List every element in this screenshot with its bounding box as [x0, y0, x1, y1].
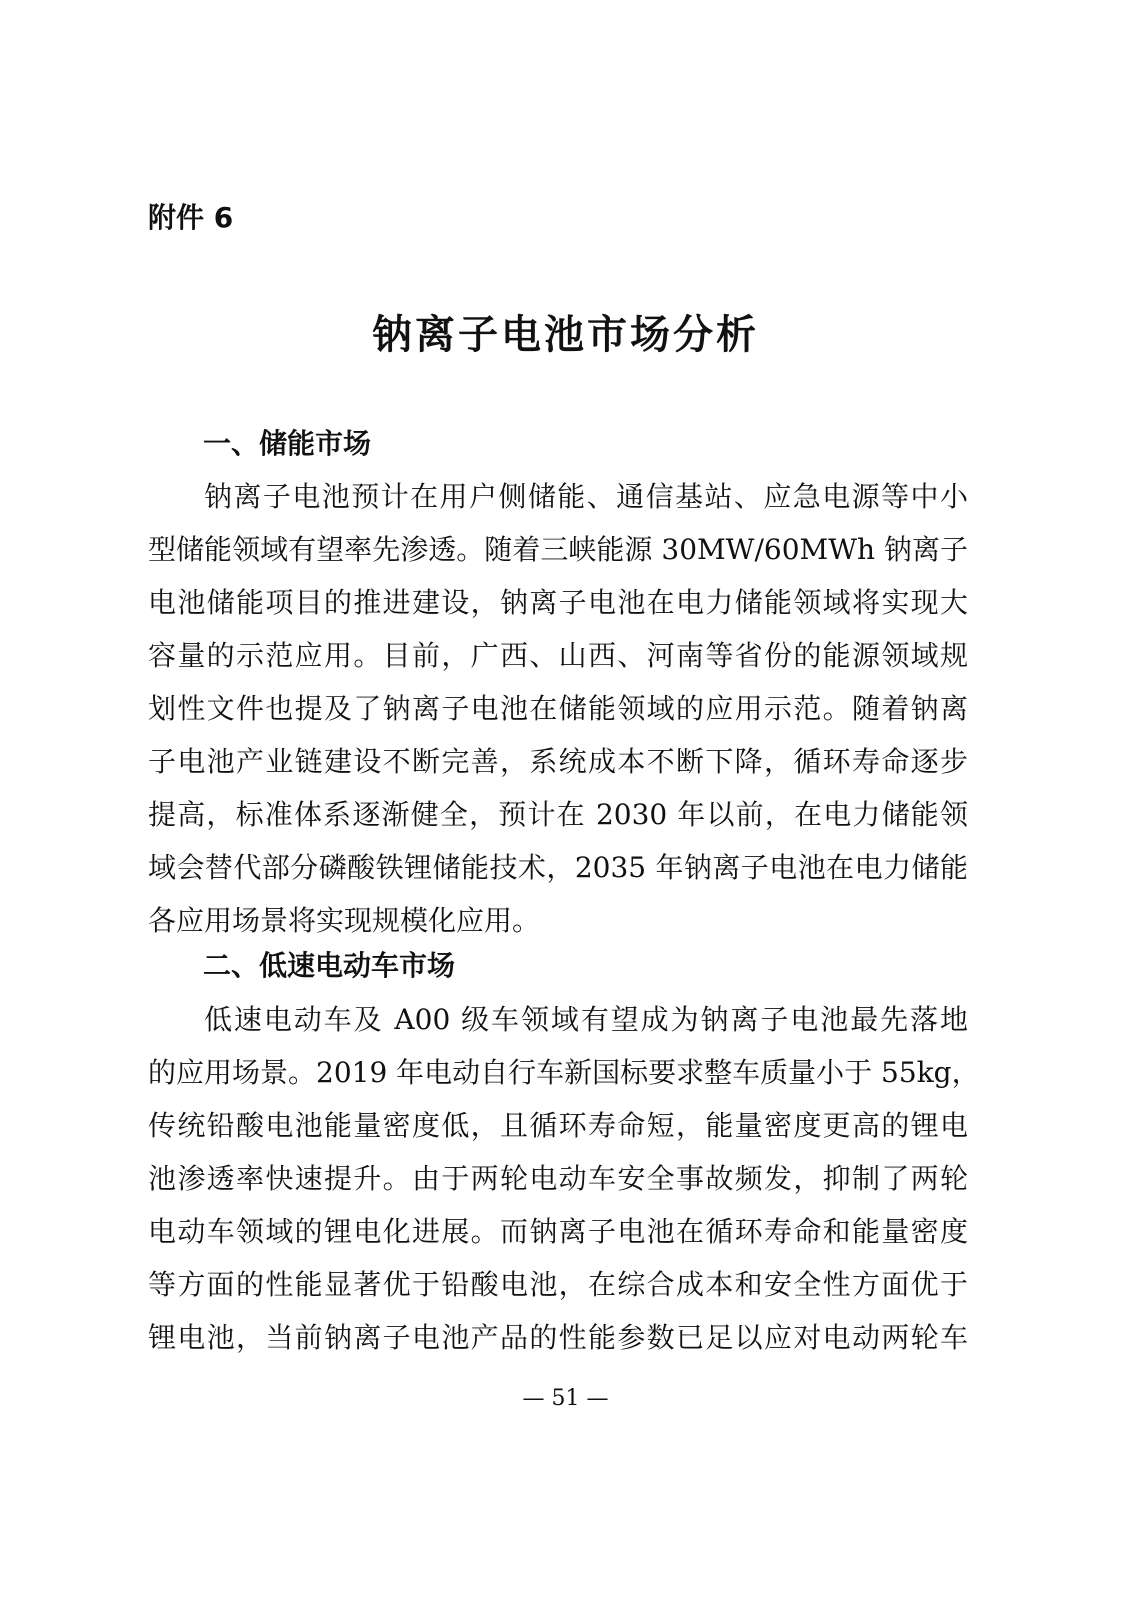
paragraph-line: 电池储能项目的推进建设，钠离子电池在电力储能领域将实现大 [148, 586, 968, 619]
section-heading-energy-storage: 一、储能市场 [203, 427, 372, 460]
paragraph-line: 容量的示范应用。目前，广西、山西、河南等省份的能源领域规 [148, 639, 968, 672]
section-paragraph-energy-storage [148, 470, 968, 947]
page-number: — 51 — [522, 1386, 609, 1411]
attachment-label: 附件 6 [148, 201, 234, 234]
paragraph-line: 低速电动车及 A00 级车领域有望成为钠离子电池最先落地 [204, 1003, 968, 1036]
paragraph-line: 钠离子电池预计在用户侧储能、通信基站、应急电源等中小 [204, 480, 968, 513]
document-title: 钠离子电池市场分析 [372, 312, 759, 358]
section-heading-low-speed-ev: 二、低速电动车市场 [203, 949, 456, 982]
paragraph-line: 等方面的性能显著优于铅酸电池，在综合成本和安全性方面优于 [148, 1268, 968, 1301]
section-paragraph-low-speed-ev [148, 993, 980, 1364]
paragraph-line: 域会替代部分磷酸铁锂储能技术，2035 年钠离子电池在电力储能 [148, 851, 968, 884]
paragraph-line: 的应用场景。2019 年电动自行车新国标要求整车质量小于 55kg， [148, 1056, 980, 1089]
paragraph-line: 传统铅酸电池能量密度低，且循环寿命短，能量密度更高的锂电 [148, 1109, 968, 1142]
paragraph-line: 池渗透率快速提升。由于两轮电动车安全事故频发，抑制了两轮 [148, 1162, 968, 1195]
paragraph-line: 锂电池，当前钠离子电池产品的性能参数已足以应对电动两轮车 [148, 1321, 968, 1354]
paragraph-line: 子电池产业链建设不断完善，系统成本不断下降，循环寿命逐步 [148, 745, 968, 778]
paragraph-line: 划性文件也提及了钠离子电池在储能领域的应用示范。随着钠离 [148, 692, 968, 725]
paragraph-line: 型储能领域有望率先渗透。随着三峡能源 30MW/60MWh 钠离子 [148, 533, 968, 566]
paragraph-line: 各应用场景将实现规模化应用。 [148, 904, 541, 937]
paragraph-line: 电动车领域的锂电化进展。而钠离子电池在循环寿命和能量密度 [148, 1215, 968, 1248]
paragraph-line: 提高，标准体系逐渐健全，预计在 2030 年以前，在电力储能领 [148, 798, 968, 831]
